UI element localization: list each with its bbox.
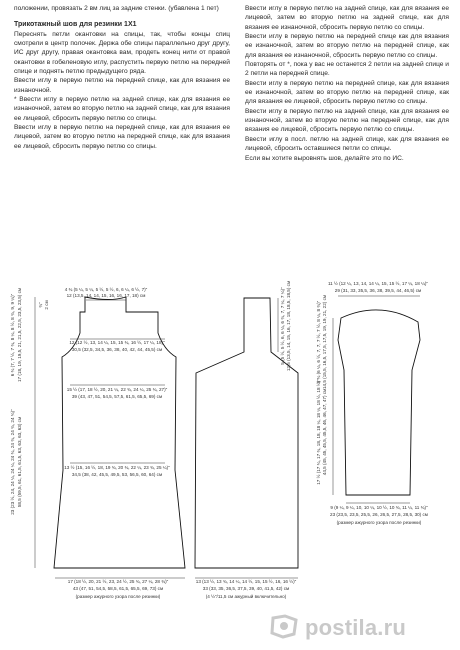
front-hem-note: (размер ажурного узора после резинки) [75,594,161,599]
sleeve-cap-label: 14,5 (15,5, 16,5, 17,5, 17,5, 19, 19, 21, 22) см [322,294,327,390]
sleeve-cap-label: 5 ¾ (6 ¼, 6 ½, 7, 7, 7 ½, 7 ½, 8 ¼, 8 ¾)" [316,300,321,384]
sleeve-cuff-label: 23 (23,5, 23,5, 25,5, 26, 26,5, 27,5, 28,5, 30) см [330,512,428,517]
paragraph: Если вы хотите выровнять шов, делайте это по ИС. [245,154,404,162]
front-neck-label: 12 (13,5, 14, 14, 15, 16, 16, 17, 18) см [66,293,146,298]
collar-height-label: 12,5 (13,5, 14, 15, 16, 17, 18, 18,5, 18,5) см [286,280,291,372]
paragraph: Ввести иглу в первую петлю на передней спице, как для вязания ее изнаночной, затем во вторую петлю на передней спице, как для вязания ее лицевой, сбросить первую петлю со спицы. [245,79,449,106]
front-waist-label: 34,5 (38, 42, 45,5, 49,5, 53, 56,5, 60, 64) см [71,472,163,477]
paragraph: положении, провязать 2 вм лиц за задние стенки. (убавлена 1 пет) [14,5,219,12]
front-neck-label: 4 ¾ (5 ¼, 5 ¼, 5 ½, 5 ½, 6, 6 ¼, 6 ½, 7)" [64,287,148,292]
front-length-label: 23 (23 ½, 24, 24 ¼, 24 ¼, 24 ¾, 24 ¾, 24 ¾, 24 ¾)" [10,409,15,515]
sleeve-cuff-label: 9 (9 ¼, 9 ¼, 10, 10 ¼, 10 ½, 10 ¾, 11 ¼, 11 ¾)" [330,505,428,510]
front-top-dimension: ¾" [38,302,43,308]
sleeve-top-label: 11 ½ (12 ¼, 13, 14, 14 ¼, 15, 15 ½, 17 ¼, 18 ¼)" [327,281,429,286]
front-waist-label: 13 ½ (15, 16 ½, 18, 19 ¾, 20 ¾, 22 ¼, 23 ¾, 25 ¼)" [64,465,170,470]
paragraph: Ввести иглу в первую петлю на передней спице, как для вязания ее изнаночной. [14,77,230,94]
front-bust-label: 39 (43, 47, 51, 54,5, 57,5, 61,5, 65,5, 69) см [71,394,163,399]
collar-height-label: 5 (5 ½, 5 ½, 6, 6 ¼, 6 ¾, 7, 7 ¼, 7 ¼)" [280,287,285,365]
paragraph: * Ввести иглу в первую петлю на задней спице, как для вязания ее изнаночной, затем во вторую петлю на задней спице, как для вязания ее лицевой, сбросить первую петлю со спицы. [14,96,230,122]
paragraph: Переснять петли окантовки на спицы, так, чтобы концы спиц смотрели в центр полочек. Держа обе спицы параллельно друг другу, ИС друг другу, правая окантовка вам, продеть конец нити от правой окантовки в гобеленовую иглу, распустить первую петлю на передней спице и поднять петлю предыдущего ряда. [14,30,230,76]
paragraph: Ввести иглу в первую петлю на передней спице как для вязания ее изнаночной, затем во вторую петлю на передней спице, как для вязания ее изнаночной, сбросить первую петлю со спицы. [245,33,449,59]
front-armhole-label: 6 ¾ (7, 7 ½, 7 ¾, 8 ¼, 8 ½, 8 ¾, 9, 9 ¼)" [10,293,15,377]
collar-bottom-note: (4 ½"/11,5 см ажурный включительно) [205,594,287,599]
pin-logo-icon [269,614,299,639]
paragraph: Ввести иглу в первую петлю на передней спице, как для вязания ее лицевой, затем во вторую петлю на передней спице, как для вязания ее лицевой, сбросить первую петлю со спицы. [14,124,230,150]
collar-bottom-label: 33 (33, 35, 36,5, 37,5, 39, 40, 41,5, 42) см [202,586,290,591]
front-bust-label: 15 ½ (17, 18 ½, 20, 21 ¼, 22 ¾, 24 ¼, 25 ¾, 27)" [66,387,168,392]
front-top-dimension: 2 см [44,300,49,310]
sleeve-length-label: 17 ½ (17 ¾, 17 ¾, 18, 18, 18 ¼, 18 ¼, 18 ½, 18 ½)" [316,379,321,485]
collar-bottom-label: 13 (13 ½, 13 ¾, 14 ¼, 14 ½, 15, 15 ½, 16, 16 ½)" [195,579,297,584]
front-armhole-label: 17 (18, 19, 19,5, 21, 21,5, 22,5, 23,5, 23,5) см [17,287,22,383]
paragraph: Повторять от *, пока у вас не останется 2 петли на задней спице и 2 петли на передней спице. [245,61,449,78]
front-shoulder-label: 30,5 (32,5, 34,5, 36, 38, 40, 42, 44, 45,5) см [71,347,163,352]
front-hem-label: 17 (18 ½, 20, 21 ½, 23, 24 ½, 25 ¾, 27 ¼, 28 ¾)" [67,579,169,584]
sleeve-cuff-note: (размер ажурного узора после резинки) [336,520,422,525]
sleeve-piece-outline [338,310,420,495]
section-heading: Трикотажный шов для резинки 1Х1 [14,21,137,29]
sleeve-top-label: 29 (31, 33, 35,5, 36, 38, 39,5, 44, 46,5) см [334,288,422,293]
paragraph: Ввести иглу в первую петлю на задней спице, как для вязания ее лицевой, затем во вторую петлю на задней спице, как для вязания ее изнаночной, сбросить первую петлю со спицы. [245,5,449,31]
paragraph: Ввести иглу в первую петлю на задней спице, как для вязания ее изнаночной, затем во вторую петлю на передней спице, как для вязания ее лицевой, сбросить первую петлю со спицы. [245,107,449,134]
sleeve-length-label: 44,5 (45, 45, 45,5, 45,5, 46, 46, 47, 47) см [322,388,327,476]
front-length-label: 58,5 (59,5, 61, 61,5, 61,5, 63, 63, 63, 63) см [17,416,22,508]
front-shoulder-label: 12 (12 ½, 13, 14 ¼, 15, 15 ¾, 16 ½, 17 ¼, 18)" [69,340,165,345]
paragraph: Ввести иглу в посл. петлю на задней спице, как для вязания ее лицевой, сбросить оставшиеся петли со спицы. [245,135,449,153]
watermark-logo [269,614,439,640]
front-piece-outline [54,297,185,568]
watermark-text: postila.ru [305,615,407,640]
front-hem-label: 43 (47, 51, 54,5, 58,5, 61,5, 65,5, 69, 73) см [72,586,164,591]
